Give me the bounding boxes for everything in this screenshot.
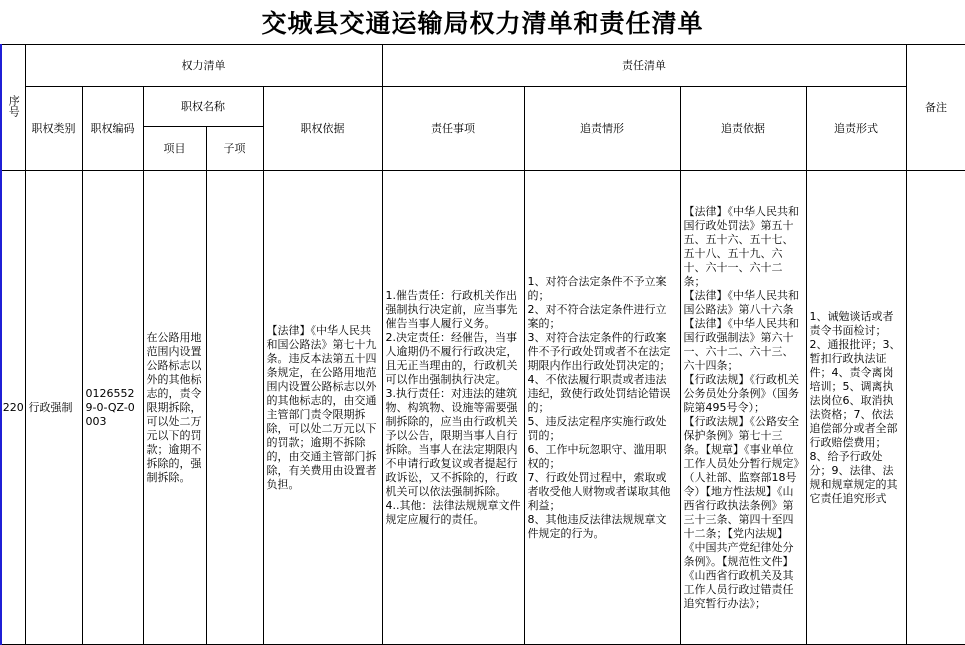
row-remarks: [906, 171, 965, 645]
header-sub-item: 子项: [206, 127, 263, 171]
row-seq: 220: [1, 171, 25, 645]
row-category: 行政强制: [25, 171, 82, 645]
matter-item: 4..其他：法律法规规章文件规定应履行的责任。: [385, 498, 521, 526]
circumstance-item: 5、违反法定程序实施行政处罚的；: [527, 414, 667, 442]
row-circumstances: [524, 171, 680, 645]
row-code: 01265529-0-QZ-0003: [82, 171, 143, 645]
row-sub-item: [206, 171, 263, 645]
matter-item: 1.催告责任：行政机关作出强制执行决定前，应当事先催告当事人履行义务。: [385, 288, 518, 330]
page-title: 交城县交通运输局权力清单和责任清单: [261, 9, 704, 38]
circumstance-item: 2、对不符合法定条件进行立案的；: [527, 302, 667, 330]
circumstance-item: 3、对符合法定条件的行政案件不予行政处罚或者不在法定期限内作出行政处罚决定的；: [527, 330, 671, 372]
basis-item: 【行政法规】《公路安全保护条例》第七十三条。【规章】《事业单位工作人员处分暂行规定》（人社部、监察部18号令）【地方性法规】《山西省行政执法条例》第三十三条、第四十至四十二条；【党内法规】《中国共产党纪律处分条例》。【规范性文件】《山西省行政机关及其工作人员行政过错责任追究暂行办法》；: [683, 414, 799, 610]
circumstance-item: 7、行政处罚过程中，索取或者收受他人财物或者谋取其他利益；: [527, 470, 671, 512]
basis-item: 【法律】《中华人民共和国公路法》第八十六条【法律】《中华人民共和国行政强制法》第六十一、六十二、六十三、六十四条；: [683, 288, 799, 372]
row-basis: 【法律】《中华人民共和国公路法》第七十九条。违反本法第五十四条规定，在公路用地范围内设置公路标志以外的其他标志的，由交通主管部门责令限期拆除，可以处二万元以下的罚款；逾期不拆除的，由交通主管部门拆除，有关费用由设置者负担。: [263, 171, 382, 645]
header-responsibility-matters: 责任事项: [382, 87, 524, 171]
header-power-code: 职权编码: [82, 87, 143, 171]
row-matters: [382, 171, 524, 645]
header-accountability-basis: 追责依据: [680, 87, 806, 171]
basis-item: 【行政法规】《行政机关公务员处分条例》（国务院第495号令）；: [683, 372, 799, 414]
header-accountability-circumstances: 追责情形: [524, 87, 680, 171]
header-power-name: 职权名称: [143, 87, 263, 127]
circumstance-item: 4、不依法履行职责或者违法违纪，致使行政处罚结论错误的；: [527, 372, 671, 414]
header-power-basis: 职权依据: [263, 87, 382, 171]
header-power-category: 职权类别: [25, 87, 82, 171]
row-item: 在公路用地范围内设置公路标志以外的其他标志的，责令限期拆除，可以处二万元以下的罚款；逾期不拆除的，强制拆除。: [143, 171, 206, 645]
matter-item: 3.执行责任：对违法的建筑物、构筑物、设施等需要强制拆除的，应当由行政机关予以公告，限期当事人自行拆除。当事人在法定期限内不申请行政复议或者提起行政诉讼，又不拆除的，行政机关可以依法强制拆除。: [385, 386, 518, 498]
row-accountability-basis: [680, 171, 806, 645]
table-row: [1, 171, 965, 645]
header-seq: 序号: [1, 45, 25, 171]
header-responsibility-list: 责任清单: [382, 45, 906, 87]
header-power-list: 权力清单: [25, 45, 382, 87]
matter-item: 2.决定责任：经催告，当事人逾期仍不履行行政决定，且无正当理由的，行政机关可以作出强制执行决定。: [385, 330, 518, 386]
basis-item: 【法律】《中华人民共和国行政处罚法》第五十五、五十六、五十七、五十八、五十九、六十、六十一、六十二条；: [683, 204, 799, 288]
circumstance-item: 8、其他违反法律法规规章文件规定的行为。: [527, 512, 667, 540]
header-remarks: 备注: [906, 45, 965, 171]
header-accountability-forms: 追责形式: [806, 87, 906, 171]
header-item: 项目: [143, 127, 206, 171]
circumstance-item: 6、工作中玩忽职守、滥用职权的；: [527, 442, 667, 470]
row-forms: 1、诫勉谈话或者责令书面检讨；2、通报批评；3、暂扣行政执法证件；4、责令离岗培训；5、调离执法岗位6、取消执法资格；7、依法追偿部分或者全部行政赔偿费用；8、给予行政处分；9、法律、法规和规章规定的其它责任追究形式: [806, 171, 906, 645]
circumstance-item: 1、对符合法定条件不予立案的；: [527, 274, 667, 302]
responsibility-table: [0, 44, 965, 645]
